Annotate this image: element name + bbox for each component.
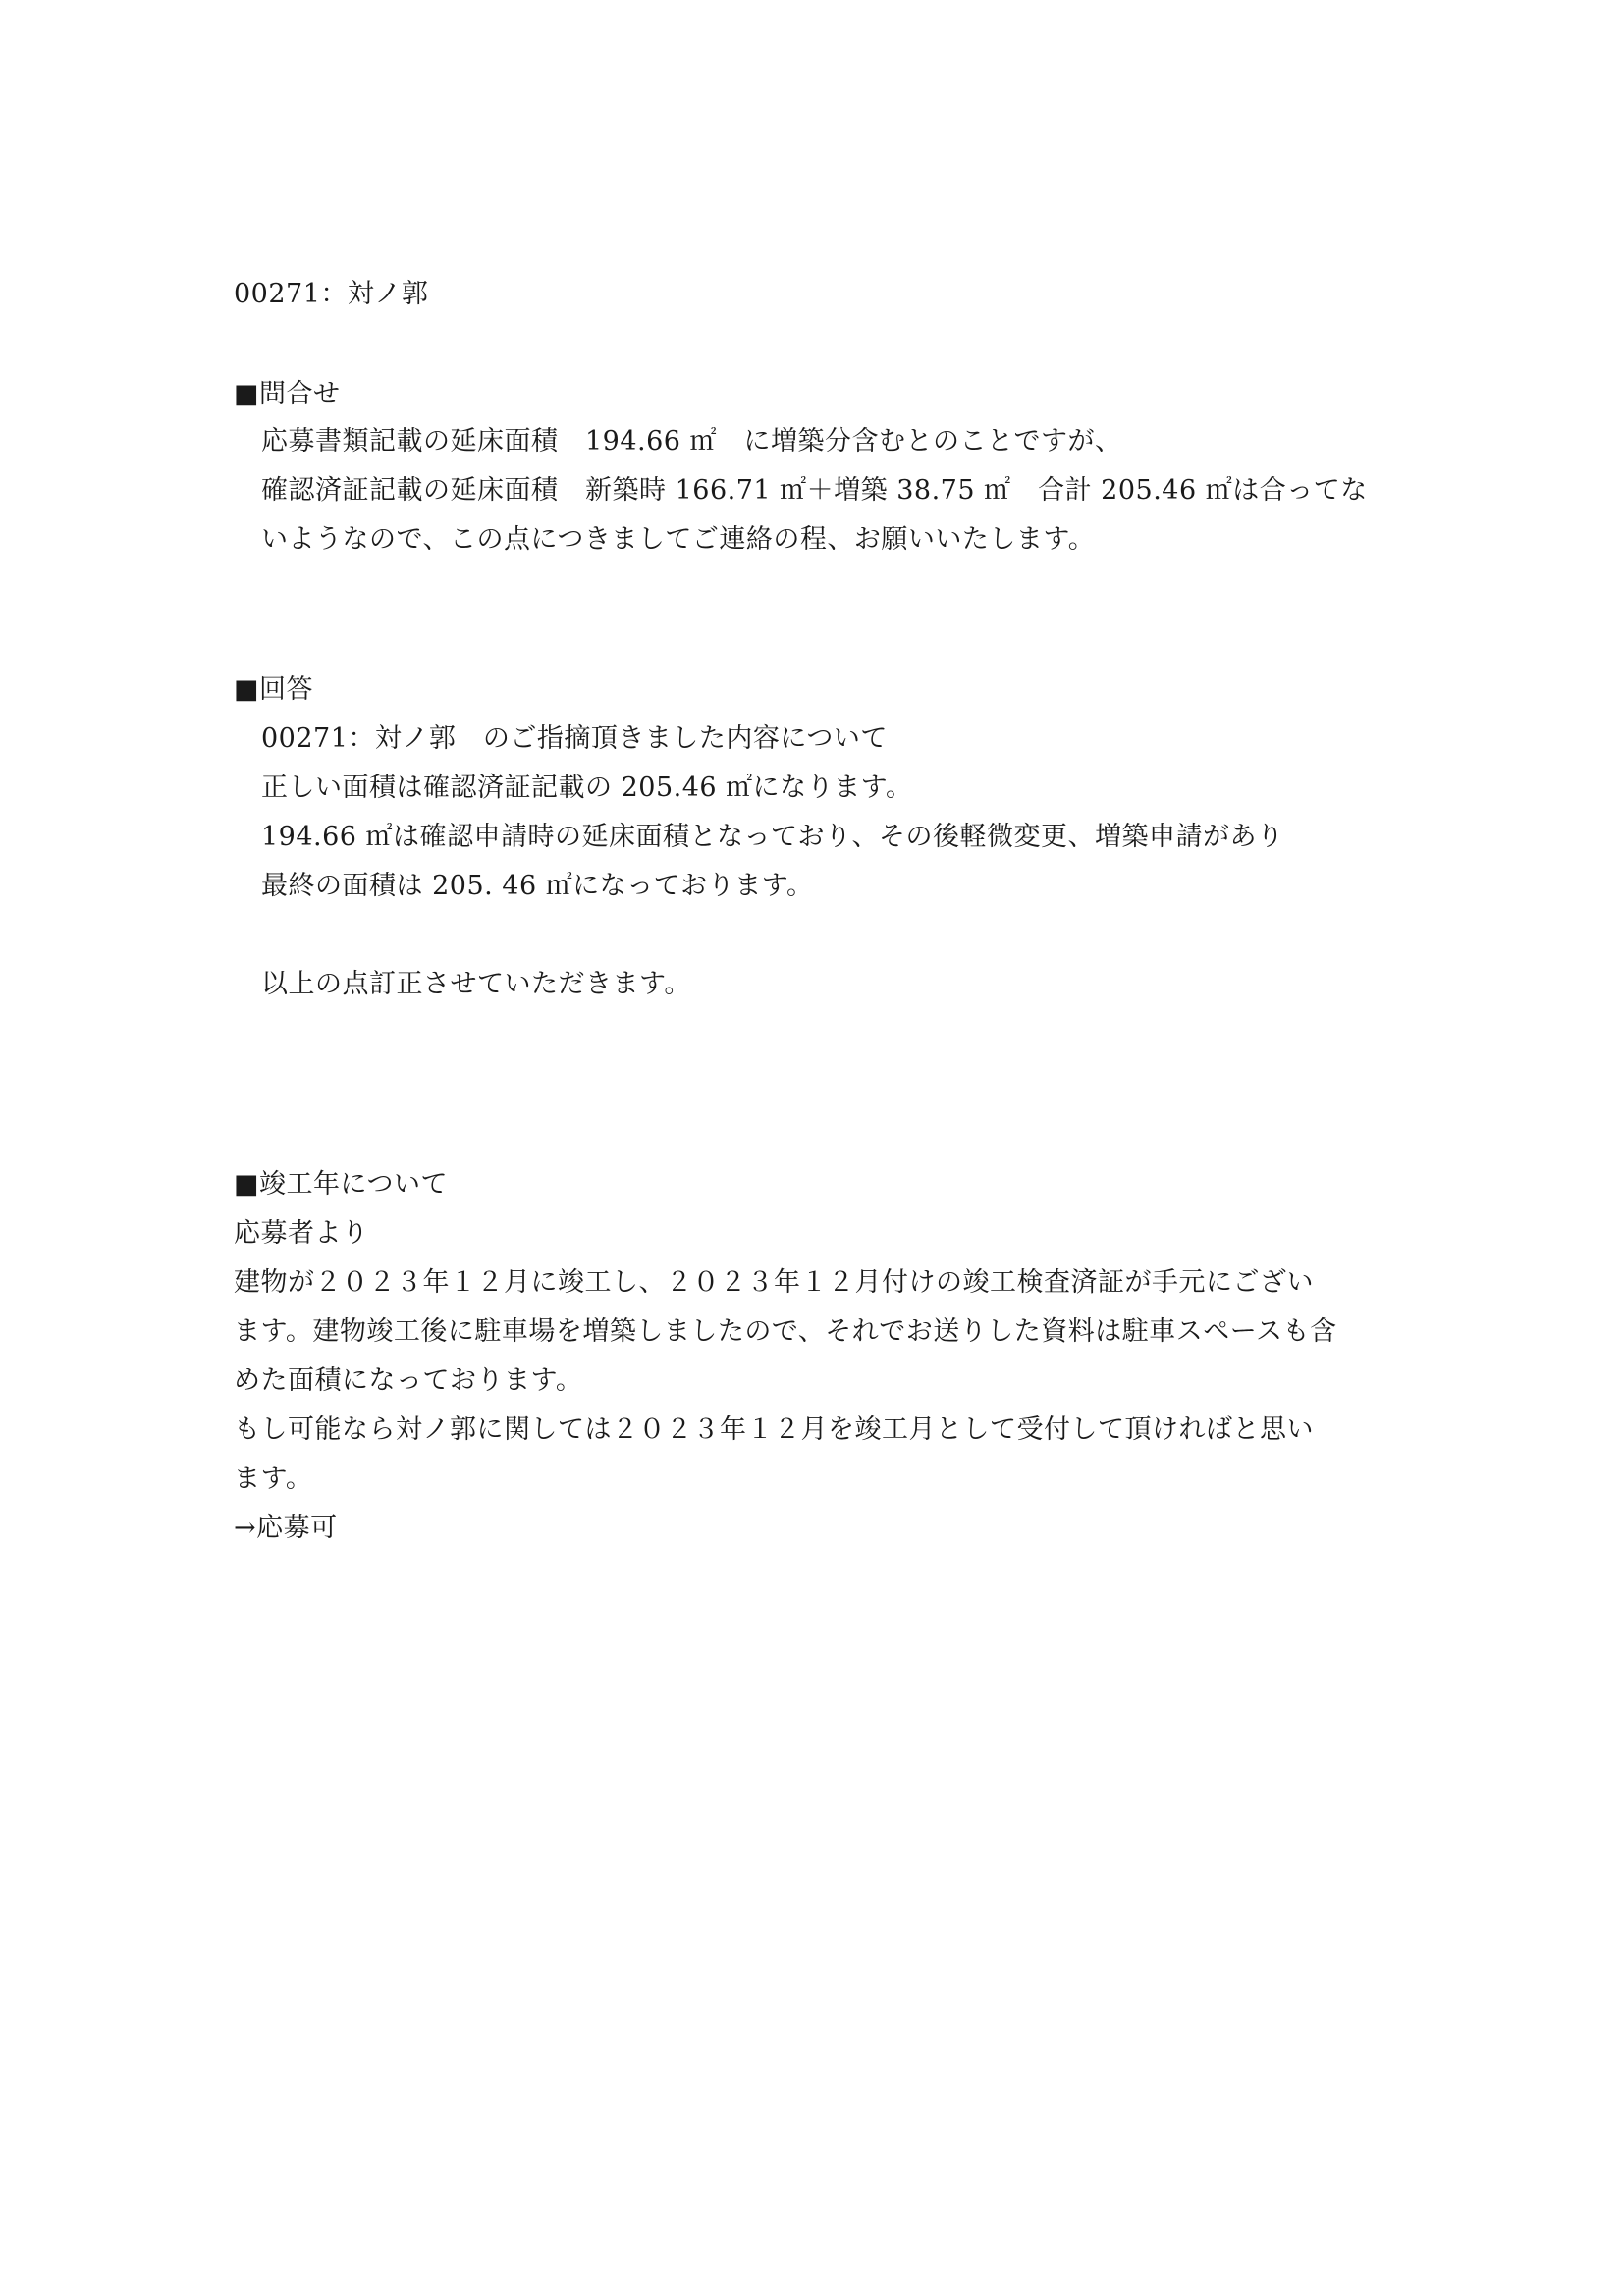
inquiry-line: 応募書類記載の延床面積 194.66 ㎡ に増築分含むとのことですが、: [261, 426, 1122, 456]
inquiry-heading: ■問合せ: [234, 379, 341, 409]
completion-line: ます。建物竣工後に駐車場を増築しましたので、それでお送りした資料は駐車スペースも含: [234, 1316, 1337, 1347]
completion-line: 建物が２０２３年１２月に竣工し、２０２３年１２月付けの竣工検査済証が手元にござい: [234, 1267, 1314, 1298]
answer-line: 正しい面積は確認済証記載の 205.46 ㎡になります。: [261, 773, 913, 803]
answer-line: 00271：対ノ郭 のご指摘頂きました内容について: [261, 723, 888, 754]
document-title: 00271：対ノ郭: [234, 279, 429, 309]
answer-line: 最終の面積は 205. 46 ㎡になっております。: [261, 871, 814, 901]
answer-heading: ■回答: [234, 674, 314, 705]
answer-closing: 以上の点訂正させていただきます。: [261, 969, 691, 999]
completion-result: →応募可: [234, 1513, 338, 1543]
inquiry-line: 確認済証記載の延床面積 新築時 166.71 ㎡＋増築 38.75 ㎡ 合計 205.46 ㎡は合ってな: [261, 475, 1368, 506]
completion-line: 応募者より: [234, 1218, 369, 1249]
answer-line: 194.66 ㎡は確認申請時の延床面積となっており、その後軽微変更、増築申請があり: [261, 822, 1284, 852]
completion-line: めた面積になっております。: [234, 1365, 583, 1396]
completion-heading: ■竣工年について: [234, 1169, 448, 1200]
inquiry-line: いようなので、この点につきましてご連絡の程、お願いいたします。: [261, 524, 1096, 555]
completion-line: ます。: [234, 1464, 313, 1494]
completion-line: もし可能なら対ノ郭に関しては２０２３年１２月を竣工月として受付して頂ければと思い: [234, 1415, 1314, 1445]
